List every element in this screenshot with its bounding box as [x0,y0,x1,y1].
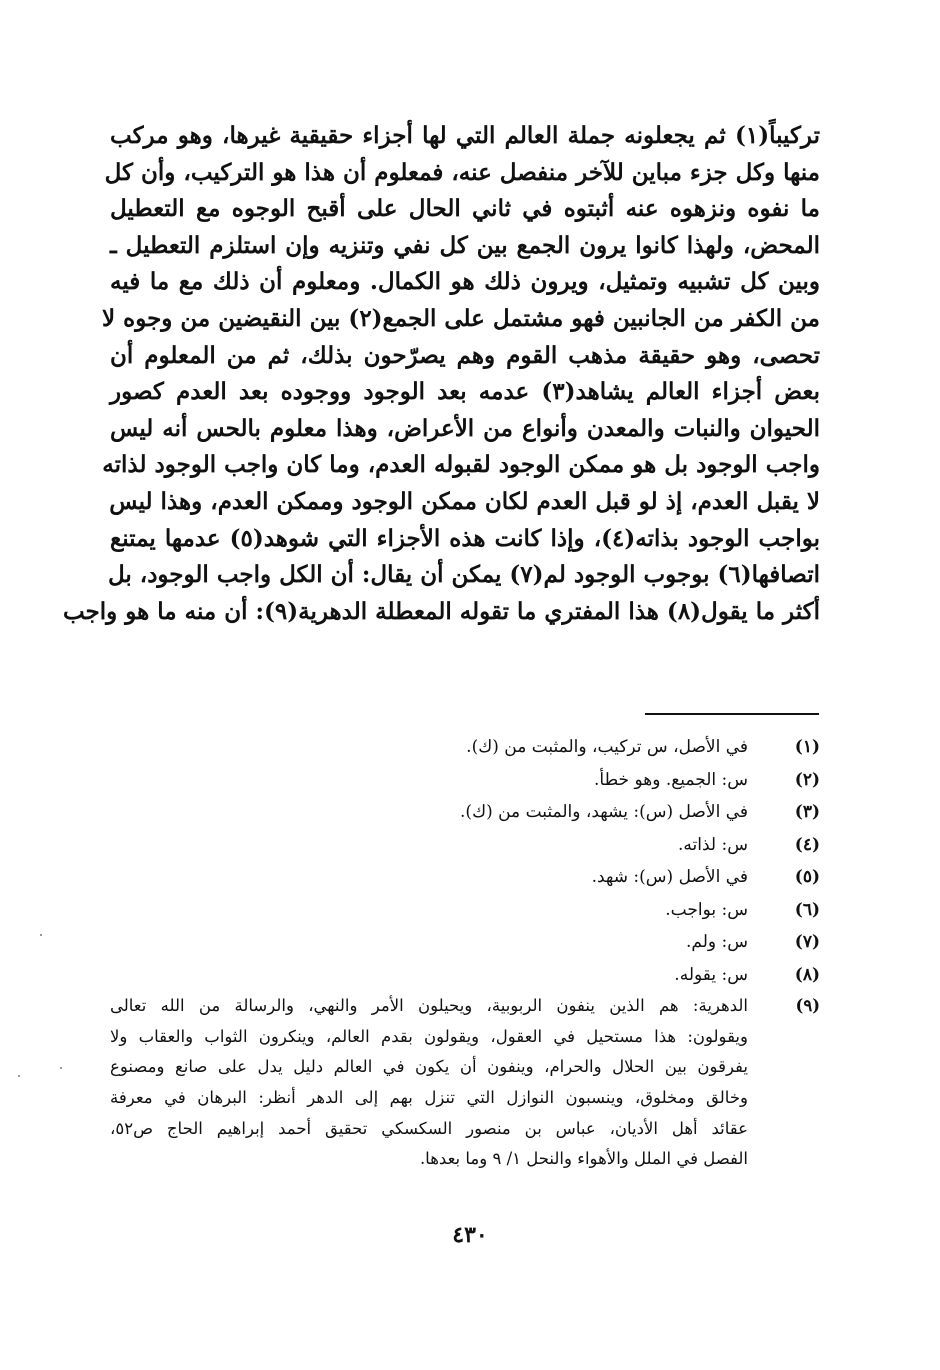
footnote-text: في الأصل (س): شهد. [591,867,748,887]
footnote-text-line: يفرقون بين الحلال والحرام، وينفون أن يكون في العالم دليل يدل على صانع ومصنوع [110,1057,748,1077]
main-text-line: ما نفوه ونزهوه عنه أثبتوه في ثاني الحال على أقبح الوجوه مع التعطيل [110,195,820,223]
main-text-line: وبين كل تشبيه وتمثيل، ويرون ذلك هو الكمال. ومعلوم أن ذلك مع ما فيه [110,268,820,296]
footnote-text: س: ولم. [686,932,748,952]
main-text-line: بواجب الوجود بذاته(٤)، وإذا كانت هذه الأجزاء التي شوهد(٥) عدمها يمتنع [110,524,820,552]
page-number: ٤٣٠ [452,1222,488,1248]
main-text-line: أكثر ما يقول(٨) هذا المفتري ما تقوله المعطلة الدهرية(٩): أن منه ما هو واجب [62,597,820,625]
footnote-number: (٧) [794,932,820,952]
main-text-line: بعض أجزاء العالم يشاهد(٣) عدمه بعد الوجود ووجوده بعد العدم كصور [110,378,820,406]
footnote-text-line: الدهرية: هم الذين ينفون الربوبية، ويحيلون الأمر والنهي، والرسالة من الله تعالى [110,996,748,1015]
footnote [110,861,820,894]
footnote-text: س: بواجب. [665,899,748,920]
footnote-number: (٥) [794,867,820,887]
footnote-text-line: عقائد أهل الأديان، عباس بن منصور السكسكي تحقيق أحمد إبراهيم الحاج ص٥٢، [110,1118,748,1138]
footnote [110,926,820,959]
footnote-number: (٢) [794,769,820,790]
footnote-number: (٦) [794,899,820,920]
main-text-line: منها وكل جزء مباين للآخر منفصل عنه، فمعلوم أن هذا هو التركيب، وأن كل [104,158,820,186]
footnote-text-line: وخالق ومخلوق، وينسبون النوازل التي تنزل بهم إلى الدهر أنظر: البرهان في معرفة [110,1088,748,1108]
main-text-line: الحيوان والنبات والمعدن وأنواع من الأعراض، وهذا معلوم بالحس أنه ليس [110,414,821,442]
footnote-number: (٩) [795,996,820,1015]
footnote-text-block [110,991,748,1175]
main-text-block [62,118,821,630]
footnote-text-line: الفصل في الملل والأهواء والنحل ١/ ٩ وما بعدها. [419,1149,748,1169]
footnote-text: في الأصل، س تركيب، والمثبت من (ك). [466,737,748,757]
scan-speck [18,1075,20,1077]
footnote-text: س: لذاته. [678,834,748,855]
footnote-number: (١) [794,737,820,757]
footnote-text-line: ويقولون: هذا مستحيل في العقول، ويقولون بقدم العالم، وينكرون الثواب والعقاب ولا [110,1026,748,1046]
footnotes-section [110,731,820,1175]
footnote [110,894,820,927]
footnote [110,796,820,829]
main-text-line: المحض، ولهذا كانوا يرون الجمع بين كل نفي وتنزيه وإن استلزم التعطيل ـ [110,231,820,259]
footnote-number: (٤) [794,834,820,855]
footnote [110,829,820,862]
footnote-text: في الأصل (س): يشهد، والمثبت من (ك). [460,802,748,822]
main-text-line: واجب الوجود بل هو ممكن الوجود لقبوله العدم، وما كان واجب الوجود لذاته [102,451,820,479]
footnote-text: س: الجميع. وهو خطأ. [594,769,748,790]
main-text-line: لا يقبل العدم، إذ لو قبل العدم لكان ممكن الوجود وممكن العدم، وهذا ليس [109,487,820,515]
scan-speck [40,934,42,936]
footnote-text: س: يقوله. [674,964,748,985]
footnote [110,764,820,797]
footnote-separator [645,713,819,715]
main-text-line: تركيباً(١) ثم يجعلونه جملة العالم التي لها أجزاء حقيقية غيرها، وهو مركب [110,122,820,149]
main-text-line: اتصافها(٦) بوجوب الوجود لم(٧) يمكن أن يقال: أن الكل واجب الوجود، بل [107,561,820,589]
main-text-line: من الكفر من الجانبين فهو مشتمل على الجمع(٢) بين النقيضين من وجوه لا [102,304,820,332]
footnote-long [110,991,820,1175]
footnote [110,959,820,992]
scan-speck [60,1067,62,1069]
footnote-number: (٣) [794,802,820,822]
footnote-number: (٨) [794,964,820,985]
footnote [110,731,820,764]
main-text-line: تحصى، وهو حقيقة مذهب القوم وهم يصرّحون بذلك، ثم من المعلوم أن [110,341,820,369]
